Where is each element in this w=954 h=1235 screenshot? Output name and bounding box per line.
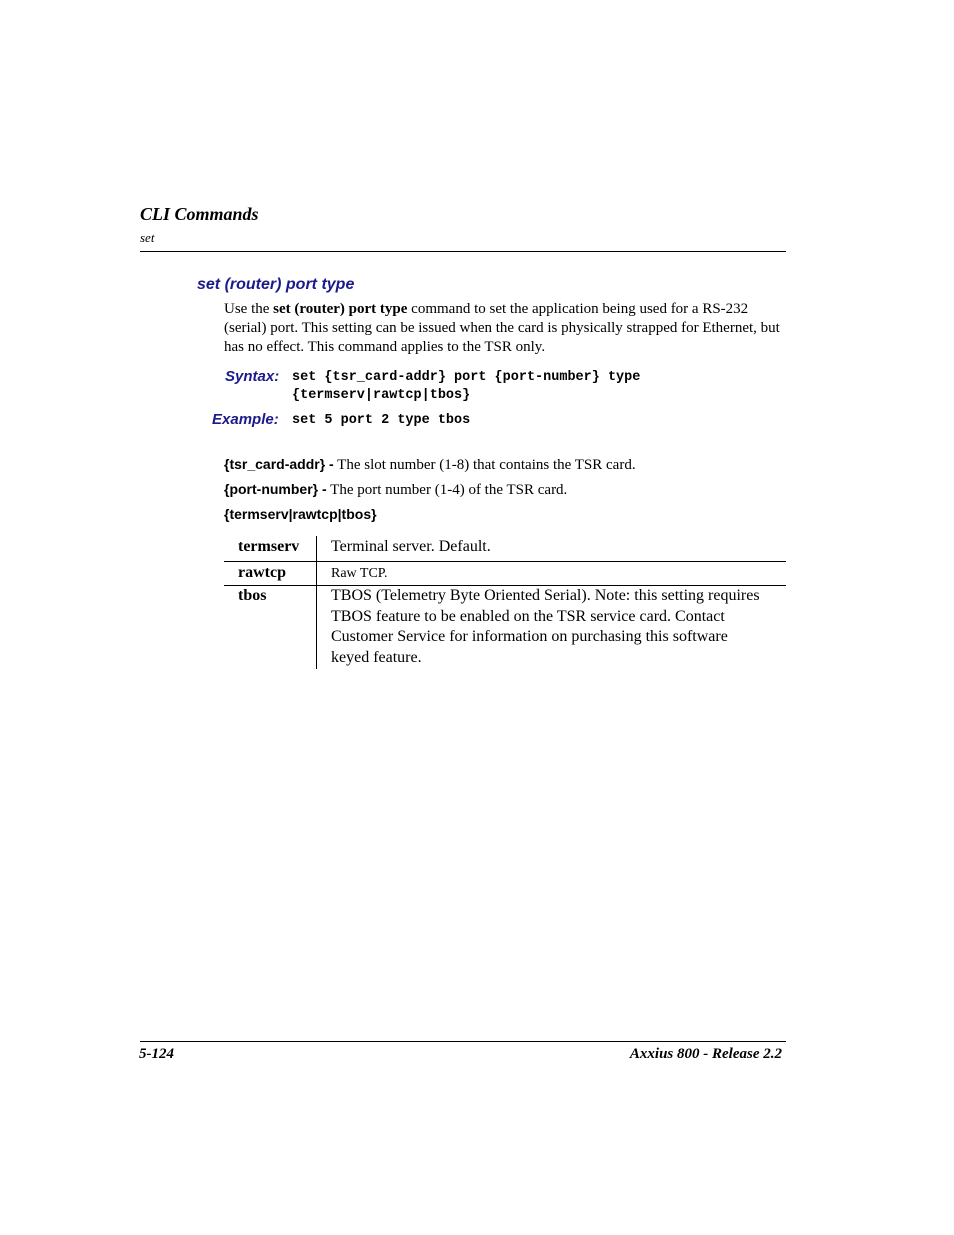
table-row (224, 562, 786, 586)
table-cell-desc: TBOS (Telemetry Byte Oriented Serial). Note: this setting requires TBOS feature to be enabled on the TSR service card. Contact Customer Service for information on purchasing this software keyed feature. (331, 587, 760, 666)
product-release: Axxius 800 - Release 2.2 (629, 1046, 782, 1062)
header-rule (140, 251, 786, 252)
table-cell-name: tbos (224, 586, 317, 669)
param-name: {port-number} - (224, 481, 327, 497)
page-header-title: CLI Commands (140, 204, 259, 224)
example-text: set 5 port 2 type tbos (292, 413, 471, 428)
section-title: set (router) port type (197, 276, 355, 293)
param-tsr-card-addr (224, 456, 636, 474)
syntax-line-1: set {tsr_card-addr} port {port-number} type (292, 370, 641, 385)
intro-text-before: Use the (224, 301, 274, 317)
param-type-options (224, 506, 377, 524)
table-row (224, 536, 786, 562)
intro-text-after: command to set the application being used for a RS-232 (serial) port. This setting can be issued when the card is physically strapped for Ethernet, but has no effect. This command applies to the TSR only. (224, 301, 780, 355)
syntax-line-2: {termserv|rawtcp|tbos} (292, 388, 471, 403)
param-desc: The slot number (1-8) that contains the TSR card. (333, 457, 636, 473)
syntax-label: Syntax: (225, 368, 280, 385)
example-label: Example: (212, 411, 279, 428)
param-port-number (224, 481, 567, 499)
table-cell-name: termserv (224, 536, 317, 561)
intro-paragraph (224, 300, 786, 357)
page-number: 5-124 (139, 1046, 174, 1062)
param-name: {tsr_card-addr} - (224, 456, 334, 472)
type-options-table (224, 536, 786, 669)
table-row (224, 586, 786, 669)
footer-rule (140, 1041, 786, 1042)
intro-command-name: set (router) port type (273, 301, 408, 317)
param-desc: The port number (1-4) of the TSR card. (326, 482, 568, 498)
table-cell-desc: Raw TCP. (331, 566, 388, 581)
table-cell-desc: Terminal server. Default. (331, 538, 491, 555)
param-name: {termserv|rawtcp|tbos} (224, 506, 377, 522)
table-cell-name: rawtcp (224, 562, 317, 585)
page-header-subtitle: set (140, 230, 155, 245)
